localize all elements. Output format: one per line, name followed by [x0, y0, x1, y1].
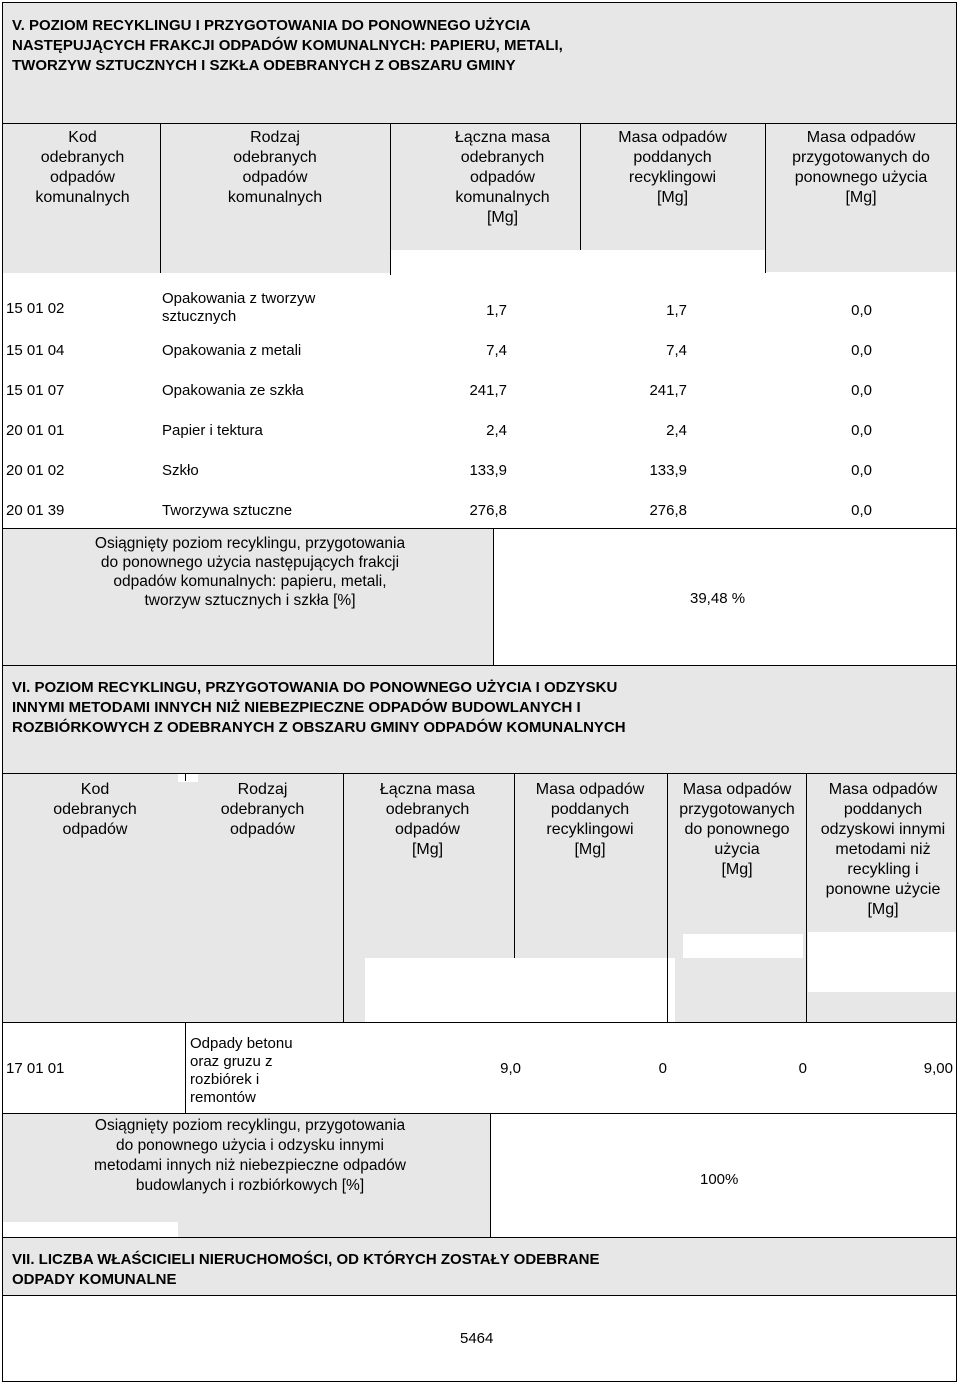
s6-row — [3, 1023, 956, 1113]
row-type: Opakowania z metali — [162, 342, 302, 359]
s6-header-total: Łączna masa odebranych odpadów [Mg] — [379, 781, 476, 858]
s6-header-reuse: Masa odpadów przygotowanych do ponownego użycia [Mg] — [679, 781, 795, 878]
s5-row-5 — [3, 450, 956, 490]
row-total: 9,0 — [500, 1060, 521, 1077]
section7-value: 5464 — [460, 1330, 494, 1347]
s6-header-recycled: Masa odpadów poddanych recyklingowi [Mg] — [535, 781, 645, 858]
row-type: Opakowania z tworzyw sztucznych — [162, 290, 316, 325]
row-reuse: 0,0 — [851, 382, 872, 399]
row-total: 241,7 — [469, 382, 507, 399]
row-recycled: 1,7 — [666, 302, 687, 319]
row-code: 20 01 39 — [6, 502, 65, 519]
row-type: Tworzywa sztuczne — [162, 502, 293, 519]
row-reuse: 0,0 — [851, 462, 872, 479]
s5-row-4 — [3, 410, 956, 450]
row-reuse: 0,0 — [851, 302, 872, 319]
section7-title: VII. LICZBA WŁAŚCICIELI NIERUCHOMOŚCI, OD KTÓRYCH ZOSTAŁY ODEBRANE ODPADY KOMUNALNE — [12, 1251, 600, 1288]
s6-header-code: Kod odebranych odpadów — [53, 781, 137, 838]
row-total: 2,4 — [486, 422, 507, 439]
row-reuse: 0 — [798, 1060, 807, 1077]
row-recycled: 0 — [658, 1060, 667, 1077]
s5-header-code: Kod odebranych odpadów komunalnych — [35, 129, 130, 206]
row-total: 133,9 — [469, 462, 507, 479]
row-recycled: 133,9 — [649, 462, 687, 479]
row-recycled: 2,4 — [666, 422, 687, 439]
row-code: 15 01 04 — [6, 342, 65, 359]
row-recovery: 9,00 — [923, 1060, 953, 1077]
s6-level-value: 100% — [700, 1171, 739, 1188]
section6-title: VI. POZIOM RECYKLINGU, PRZYGOTOWANIA DO PONOWNEGO UŻYCIA I ODZYSKU INNYMI METODAMI INNYCH NIŻ NIEBEZPIECZNE ODPADÓW BUDOWLANYCH I ROZBIÓRKOWYCH Z ODEBRANYCH Z OBSZARU GMINY ODPADÓW KOMUNALNYCH — [12, 679, 626, 736]
s5-row-3 — [3, 370, 956, 410]
row-type: Opakowania ze szkła — [162, 382, 304, 399]
s5-row-6 — [3, 490, 956, 528]
s5-header-recycled: Masa odpadów poddanych recyklingowi [Mg] — [618, 129, 727, 206]
s6-level-label: Osiągnięty poziom recyklingu, przygotowania do ponownego użycia i odzysku innymi metodami innych niż niebezpieczne odpadów budowlanych i rozbiórkowych [%] — [94, 1117, 406, 1194]
row-type: Papier i tektura — [162, 422, 263, 439]
row-code: 17 01 01 — [6, 1060, 65, 1077]
row-reuse: 0,0 — [851, 342, 872, 359]
row-total: 1,7 — [486, 302, 507, 319]
s6-header-recovery: Masa odpadów poddanych odzyskowi innymi metodami niż recykling i ponowne użycie [Mg] — [820, 781, 946, 918]
s5-header-type: Rodzaj odebranych odpadów komunalnych — [227, 129, 323, 206]
section5-title: V. POZIOM RECYKLINGU I PRZYGOTOWANIA DO PONOWNEGO UŻYCIA NASTĘPUJĄCYCH FRAKCJI ODPADÓW KOMUNALNYCH: PAPIERU, METALI, TWORZYW SZTUCZNYCH I SZKŁA ODEBRANYCH Z OBSZARU GMINY — [12, 17, 563, 74]
s5-header-reuse: Masa odpadów przygotowanych do ponownego użycia [Mg] — [792, 129, 930, 206]
s5-row-1 — [3, 278, 956, 328]
row-reuse: 0,0 — [851, 502, 872, 519]
row-type: Szkło — [162, 462, 199, 479]
row-recycled: 7,4 — [666, 342, 687, 359]
row-code: 20 01 02 — [6, 462, 65, 479]
s5-row-2 — [3, 330, 956, 370]
row-type: Odpady betonu oraz gruzu z rozbiórek i remontów — [190, 1035, 293, 1106]
s5-level-label: Osiągnięty poziom recyklingu, przygotowania do ponownego użycia następujących frakcji odpadów komunalnych: papieru, metali, tworzyw sztucznych i szkła [%] — [94, 535, 406, 609]
row-recycled: 241,7 — [649, 382, 687, 399]
s5-header-total: Łączna masa odebranych odpadów komunalnych [Mg] — [454, 129, 551, 226]
row-code: 15 01 07 — [6, 382, 65, 399]
row-code: 15 01 02 — [6, 300, 65, 317]
s5-level-value: 39,48 % — [690, 590, 746, 607]
row-total: 276,8 — [469, 502, 507, 519]
row-recycled: 276,8 — [649, 502, 687, 519]
row-code: 20 01 01 — [6, 422, 65, 439]
s6-header-type: Rodzaj odebranych odpadów — [220, 781, 305, 838]
row-total: 7,4 — [486, 342, 507, 359]
row-reuse: 0,0 — [851, 422, 872, 439]
